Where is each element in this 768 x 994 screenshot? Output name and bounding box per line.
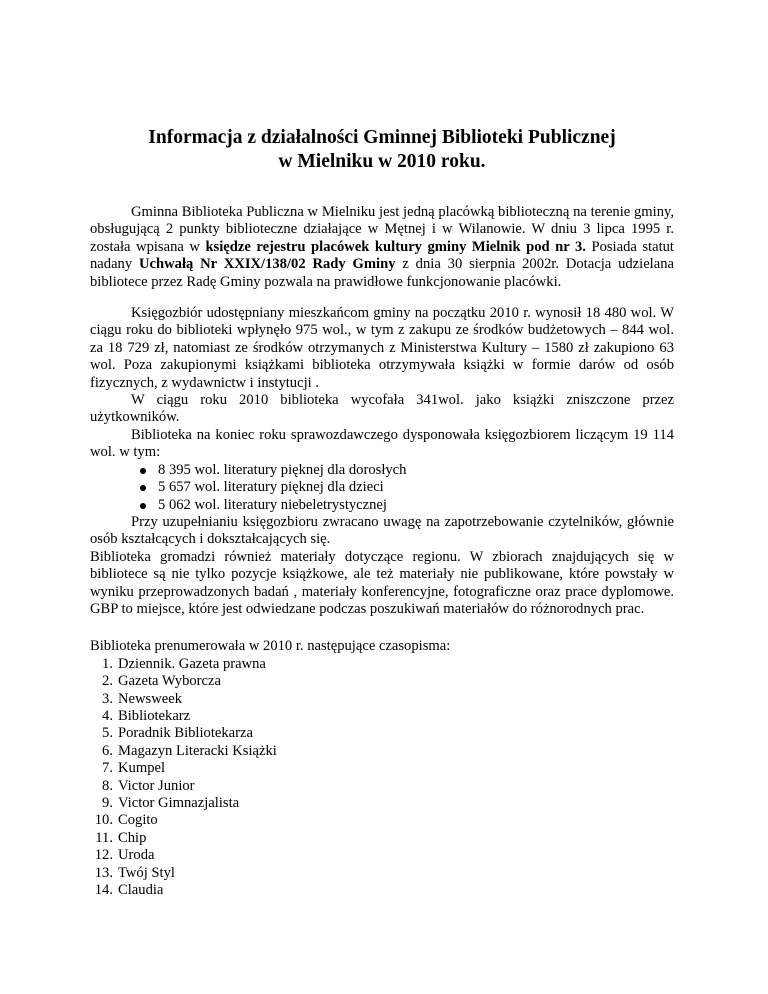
title-line-2: w Mielniku w 2010 roku. [278, 151, 486, 172]
document-page [90, 126, 674, 899]
magazine-name: Newsweek [118, 690, 183, 707]
list-item [90, 778, 674, 795]
list-item [90, 708, 674, 725]
magazine-name: Kumpel [118, 760, 166, 777]
magazine-name: Bibliotekarz [118, 707, 191, 724]
list-number: 5. [102, 725, 113, 742]
magazine-name: Gazeta Wyborcza [118, 673, 221, 690]
list-number: 12. [94, 847, 113, 864]
list-item [90, 725, 674, 742]
list-item [90, 865, 674, 882]
magazine-name: Twój Styl [118, 864, 175, 881]
magazine-name: Poradnik Bibliotekarza [118, 725, 253, 742]
list-item [90, 830, 674, 847]
list-number: 9. [102, 795, 113, 811]
list-number: 2. [102, 673, 113, 690]
intro-bold-resolution: Uchwałą Nr XXIX/138/02 Rady Gminy [138, 256, 396, 273]
magazine-name: Claudia [118, 882, 164, 899]
magazine-name: Uroda [118, 847, 155, 864]
list-item [90, 812, 674, 829]
list-item [90, 760, 674, 777]
list-number: 3. [102, 690, 113, 707]
paragraph-collection-total: Biblioteka na koniec roku sprawozdawczego dysponowała księgozbiorem liczącym 19 114 wol. w tym: [90, 426, 674, 461]
magazine-name: Magazyn Literacki Książki [118, 742, 277, 759]
list-number: 11. [95, 829, 113, 846]
magazine-name: Victor Gimnazjalista [118, 795, 240, 811]
list-item [90, 882, 674, 899]
title-line-1: Informacja z działalności Gminnej Biblioteki Publicznej [148, 127, 616, 148]
list-item [90, 795, 674, 812]
intro-text-2: Posiada statut nadany [90, 238, 674, 273]
list-item: 5 657 wol. literatury pięknej dla dzieci [140, 479, 674, 496]
list-number: 7. [102, 760, 113, 777]
paragraph-subscriptions: Biblioteka prenumerowała w 2010 r. następujące czasopisma: [90, 638, 451, 655]
list-number: 4. [102, 707, 113, 724]
list-item: 8 395 wol. literatury pięknej dla dorosłych [140, 462, 674, 479]
paragraph-intro [90, 204, 674, 291]
list-item [90, 673, 674, 690]
list-number: 10. [94, 812, 113, 829]
paragraph-acquisition: Przy uzupełnianiu księgozbioru zwracano uwagę na zapotrzebowanie czytelników, głównie osób kształcących i dokształcających się. [90, 513, 674, 548]
magazine-list [90, 656, 674, 900]
list-number: 1. [102, 655, 113, 672]
collection-breakdown-list [90, 462, 674, 514]
paragraph-withdrawn: W ciągu roku 2010 biblioteka wycofała 341wol. jako książki zniszczone przez użytkowników. [90, 392, 674, 426]
paragraph-regional-materials: Biblioteka gromadzi również materiały dotyczące regionu. W zbiorach znajdujących się w bibliotece są nie tylko pozycje książkowe, ale też materiały nie publikowane, które powstały w wyniku przeprowadzonych badań , materiały konferencyjne, fotograficzne oraz prace dyplomowe. GBP to miejsce, które jest odwiedzane podczas poszukiwań materiałów do różnorodnych prac. [90, 548, 674, 617]
list-item [90, 656, 674, 673]
intro-text-3: z dnia 30 sierpnia 2002r. Dotacja udzielana bibliotece przez Radę Gminy pozwala na prawidłowe funkcjonowanie placówki. [90, 256, 674, 290]
magazine-name: Dziennik. Gazeta prawna [118, 655, 266, 672]
magazine-name: Chip [118, 829, 147, 846]
list-item [90, 691, 674, 708]
list-item: 5 062 wol. literatury niebeletrystycznej [140, 497, 674, 514]
intro-text-1: Gminna Biblioteka Publiczna w Mielniku jest jedną placówką biblioteczną na terenie gminy, obsługującą 2 punkty biblioteczne działające w Mętnej i w Wilanowie. W dniu 3 lipca 1995 r. została wpisana w [90, 204, 674, 255]
list-number: 8. [102, 777, 113, 794]
magazine-name: Cogito [118, 812, 158, 829]
list-number: 13. [94, 864, 113, 881]
list-item [90, 743, 674, 760]
magazine-name: Victor Junior [118, 777, 195, 794]
document-title [90, 126, 674, 174]
list-number: 14. [94, 882, 113, 899]
intro-bold-registry: księdze rejestru placówek kultury gminy Mielnik pod nr 3. [205, 238, 586, 255]
list-item [90, 847, 674, 864]
paragraph-collection: Księgozbiór udostępniany mieszkańcom gminy na początku 2010 r. wynosił 18 480 wol. W ciągu roku do biblioteki wpłynęło 975 wol., w tym z zakupu ze środków budżetowych – 844 wol. za 18 729 zł, natomiast ze środków otrzymanych z Ministerstwa Kultury – 1580 zł zakupiono 63 wol. Poza zakupionymi książkami biblioteka otrzymywała książki w formie darów od osób fizycznych, z wydawnictw i instytucji . [90, 305, 674, 391]
list-number: 6. [102, 742, 113, 759]
